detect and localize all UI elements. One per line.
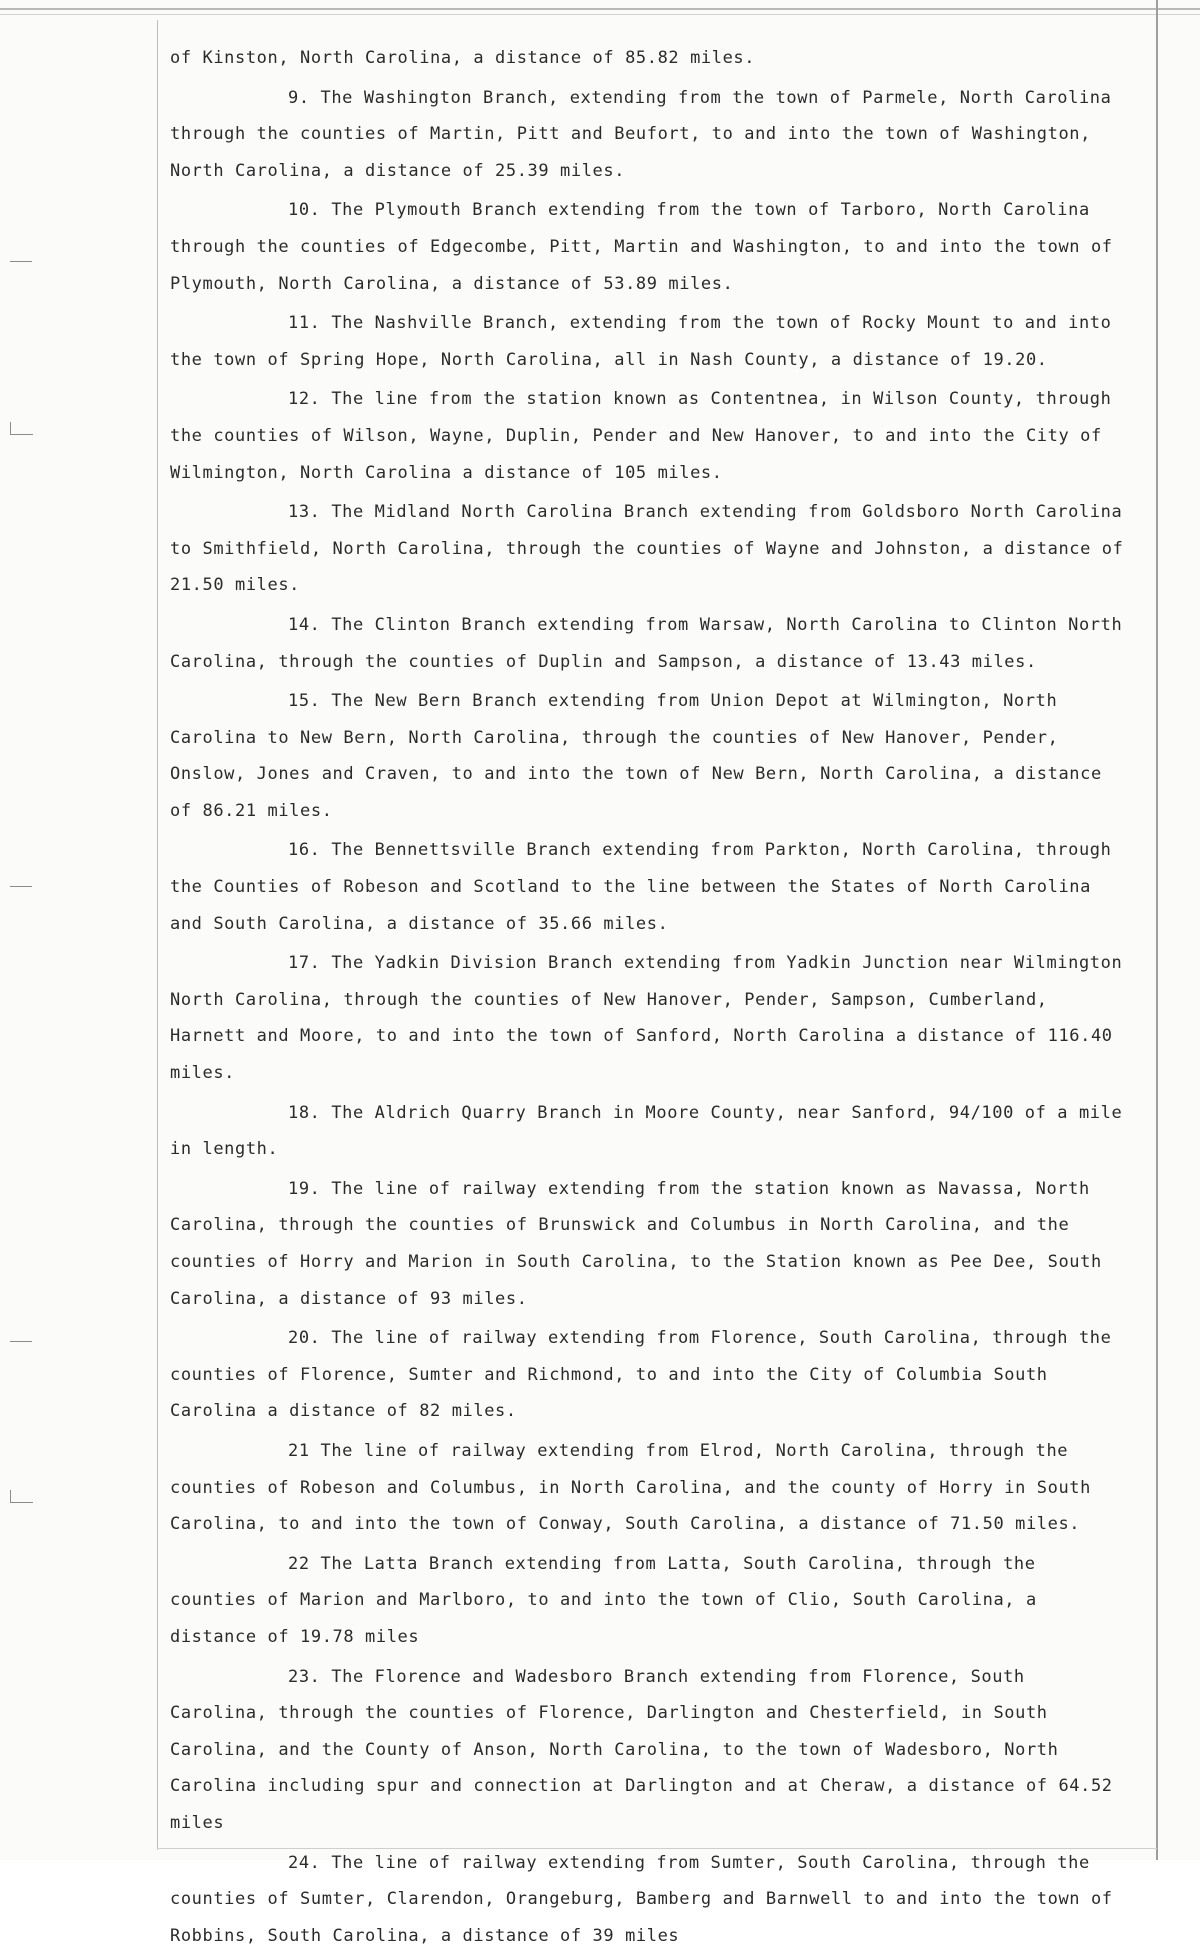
margin-bracket [10, 422, 33, 435]
paragraph-item-20: 20. The line of railway extending from Florence, South Carolina, through the counties of Florence, Sumter and Richmond, to and into the City of Columbia South Carolina a distance of 82 miles. [170, 1328, 1112, 1422]
margin-tick [10, 260, 32, 262]
margin-tick [10, 1340, 32, 1342]
paragraph-item-10: 10. The Plymouth Branch extending from the town of Tarboro, North Carolina through the counties of Edgecombe, Pitt, Martin and Washington, to and into the town of Plymouth, North Carolina, a distance of 53.89 miles. [170, 200, 1113, 294]
paragraph-item-22: 22 The Latta Branch extending from Latta, South Carolina, through the counties of Marion and Marlboro, to and into the town of Clio, South Carolina, a distance of 19.78 miles [170, 1553, 1037, 1647]
paragraph-item-17: 17. The Yadkin Division Branch extending from Yadkin Junction near Wilmington North Carolina, through the counties of New Hanover, Pender, Sampson, Cumberland, Harnett and Moore, to and into the town of Sanford, North Carolina a distance of 116.40 miles. [170, 953, 1123, 1084]
paragraph-item-14: 14. The Clinton Branch extending from Warsaw, North Carolina to Clinton North Carolina, through the counties of Duplin and Sampson, a distance of 13.43 miles. [170, 614, 1123, 672]
paragraph-item-21: 21 The line of railway extending from Elrod, North Carolina, through the counties of Robeson and Columbus, in North Carolina, and the county of Horry in South Carolina, to and into the town of Conway, South Carolina, a distance of 71.50 miles. [170, 1440, 1091, 1535]
left-margin-line [157, 20, 158, 1850]
paragraph-item-11: 11. The Nashville Branch, extending from the town of Rocky Mount to and into the town of Spring Hope, North Carolina, all in Nash County, a distance of 19.20. [170, 313, 1112, 370]
paragraph-item-9: 9. The Washington Branch, extending from the town of Parmele, North Carolina through the counties of Martin, Pitt and Beufort, to and into the town of Washington, North Carolina, a distance of 25.39 miles. [170, 87, 1112, 181]
top-rule-secondary [0, 14, 1200, 15]
right-page-edge [1156, 0, 1158, 1860]
margin-tick [10, 885, 32, 887]
paragraph-continuation: of Kinston, North Carolina, a distance of 85.82 miles. [170, 48, 756, 68]
top-rule [0, 8, 1200, 10]
paragraph-item-24: 24. The line of railway extending from Sumter, South Carolina, through the counties of Sumter, Clarendon, Orangeburg, Bamberg and Barnwell to and into the town of Robbins, South Carolina, a distance of 39 miles [170, 1852, 1113, 1946]
margin-bracket [10, 1490, 33, 1503]
paragraph-item-12: 12. The line from the station known as Contentnea, in Wilson County, through the counties of Wilson, Wayne, Duplin, Pender and New Hanover, to and into the City of Wilmington, North Carolina a distance of 105 miles. [170, 389, 1112, 483]
paragraph-item-15: 15. The New Bern Branch extending from Union Depot at Wilmington, North Carolina to New Bern, North Carolina, through the counties of New Hanover, Pender, Onslow, Jones and Craven, to and into the town of New Bern, North Carolina, a distance of 86.21 miles. [170, 691, 1102, 821]
document-body [170, 40, 1130, 1957]
paragraph-item-13: 13. The Midland North Carolina Branch extending from Goldsboro North Carolina to Smithfield, North Carolina, through the counties of Wayne and Johnston, a distance of 21.50 miles. [170, 502, 1124, 596]
paragraph-item-19: 19. The line of railway extending from the station known as Navassa, North Carolina, through the counties of Brunswick and Columbus in North Carolina, and the counties of Horry and Marion in South Carolina, to the Station known as Pee Dee, South Carolina, a distance of 93 miles. [170, 1178, 1102, 1309]
paragraph-item-23: 23. The Florence and Wadesboro Branch extending from Florence, South Carolina, through the counties of Florence, Darlington and Chesterfield, in South Carolina, and the County of Anson, North Carolina, to the town of Wadesboro, North Carolina including spur and connection at Darlington and at Cheraw, a distance of 64.52 miles [170, 1666, 1113, 1833]
paragraph-item-18: 18. The Aldrich Quarry Branch in Moore County, near Sanford, 94/100 of a mile in length. [170, 1102, 1123, 1160]
paragraph-item-16: 16. The Bennettsville Branch extending from Parkton, North Carolina, through the Counties of Robeson and Scotland to the line between the States of North Carolina and South Carolina, a distance of 35.66 miles. [170, 840, 1112, 934]
